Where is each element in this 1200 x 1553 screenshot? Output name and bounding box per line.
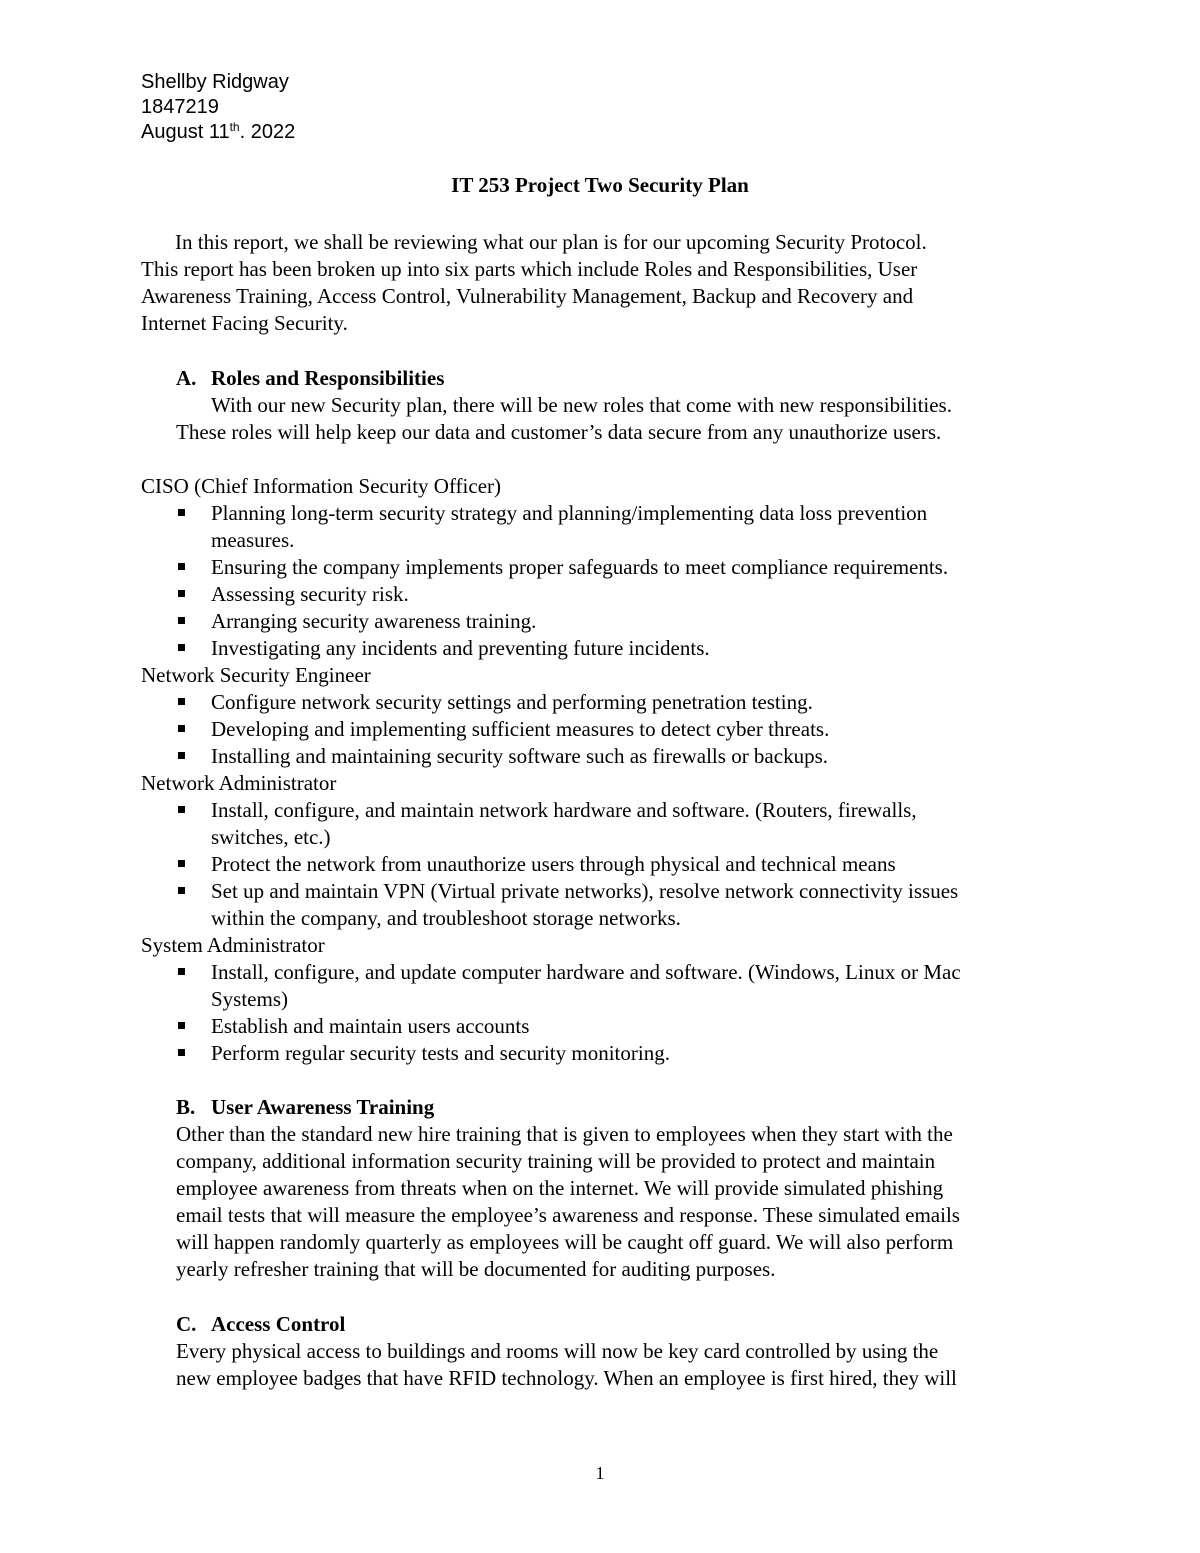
list-item	[176, 1040, 1056, 1067]
role-list-network-security-engineer	[176, 689, 1056, 770]
section-a-line: With our new Security plan, there will be new roles that come with new responsibilities.	[211, 393, 952, 417]
section-a-paragraph	[176, 392, 1066, 446]
list-item-text: switches, etc.)	[211, 825, 331, 849]
list-item-text: Investigating any incidents and preventing future incidents.	[211, 636, 710, 660]
list-item-text: Developing and implementing sufficient measures to detect cyber threats.	[211, 717, 830, 741]
intro-line: This report has been broken up into six parts which include Roles and Responsibilities, User	[141, 257, 918, 281]
list-item-text: Configure network security settings and performing penetration testing.	[211, 690, 813, 714]
bullet-icon	[178, 806, 185, 813]
date-suffix: . 2022	[239, 121, 296, 143]
bullet-icon	[178, 509, 185, 516]
bullet-icon	[178, 563, 185, 570]
section-c-letter: C.	[176, 1312, 197, 1336]
section-c-line: Every physical access to buildings and rooms will now be key card controlled by using the	[176, 1339, 939, 1363]
author-name: Shellby Ridgway	[141, 71, 289, 93]
bullet-icon	[178, 590, 185, 597]
intro-paragraph	[141, 229, 1061, 337]
list-item-text: Establish and maintain users accounts	[211, 1014, 530, 1038]
bullet-icon	[178, 1049, 185, 1056]
list-item	[176, 878, 1056, 932]
intro-line: In this report, we shall be reviewing what our plan is for our upcoming Security Protocol.	[175, 230, 927, 254]
list-item-text: Install, configure, and maintain network hardware and software. (Routers, firewalls,	[211, 798, 917, 822]
role-list-ciso	[176, 500, 1056, 662]
list-item	[176, 851, 1056, 878]
bullet-icon	[178, 644, 185, 651]
intro-line: Internet Facing Security.	[141, 311, 348, 335]
section-b-line: yearly refresher training that will be documented for auditing purposes.	[176, 1257, 776, 1281]
section-a-letter: A.	[176, 366, 197, 390]
bullet-icon	[178, 752, 185, 759]
section-a-title: Roles and Responsibilities	[211, 366, 445, 390]
date-superscript: th	[229, 120, 240, 134]
list-item	[176, 797, 1056, 851]
list-item-text: measures.	[211, 528, 295, 552]
role-list-system-administrator	[176, 959, 1056, 1067]
bullet-icon	[178, 887, 185, 894]
list-item-text: Protect the network from unauthorize users through physical and technical means	[211, 852, 896, 876]
date-prefix: August 11	[141, 121, 230, 143]
bullet-icon	[178, 1022, 185, 1029]
document-date	[141, 120, 295, 145]
list-item-text: Install, configure, and update computer hardware and software. (Windows, Linux or Mac	[211, 960, 961, 984]
role-title-network-security-engineer: Network Security Engineer	[141, 663, 371, 687]
section-b-line: Other than the standard new hire training that is given to employees when they start with the	[176, 1122, 953, 1146]
role-list-network-administrator	[176, 797, 1056, 932]
bullet-icon	[178, 617, 185, 624]
document-header	[141, 70, 295, 145]
list-item	[176, 608, 1056, 635]
bullet-icon	[178, 968, 185, 975]
list-item	[176, 581, 1056, 608]
bullet-icon	[178, 698, 185, 705]
role-title-system-administrator: System Administrator	[141, 933, 325, 957]
bullet-icon	[178, 860, 185, 867]
section-a-heading	[176, 365, 444, 392]
section-c-paragraph	[176, 1338, 1066, 1392]
section-b-letter: B.	[176, 1095, 196, 1119]
student-id: 1847219	[141, 96, 219, 118]
list-item-text: Assessing security risk.	[211, 582, 409, 606]
page-number: 1	[595, 1463, 605, 1483]
list-item	[176, 716, 1056, 743]
section-b-heading	[176, 1094, 434, 1121]
list-item	[176, 554, 1056, 581]
list-item	[176, 500, 1056, 554]
intro-line: Awareness Training, Access Control, Vulnerability Management, Backup and Recovery and	[141, 284, 914, 308]
section-b-title: User Awareness Training	[211, 1095, 435, 1119]
list-item	[176, 959, 1056, 1013]
list-item-text: within the company, and troubleshoot storage networks.	[211, 906, 681, 930]
section-c-heading	[176, 1311, 345, 1338]
role-title-ciso: CISO (Chief Information Security Officer)	[141, 474, 502, 498]
section-b-line: employee awareness from threats when on the internet. We will provide simulated phishing	[176, 1176, 944, 1200]
list-item-text: Perform regular security tests and security monitoring.	[211, 1041, 670, 1065]
document-title: IT 253 Project Two Security Plan	[451, 173, 749, 197]
list-item	[176, 635, 1056, 662]
list-item-text: Ensuring the company implements proper safeguards to meet compliance requirements.	[211, 555, 949, 579]
section-b-line: will happen randomly quarterly as employees will be caught off guard. We will also perform	[176, 1230, 954, 1254]
list-item-text: Arranging security awareness training.	[211, 609, 537, 633]
list-item	[176, 743, 1056, 770]
section-c-title: Access Control	[211, 1312, 346, 1336]
section-b-line: email tests that will measure the employee’s awareness and response. These simulated emails	[176, 1203, 960, 1227]
section-c-line: new employee badges that have RFID technology. When an employee is first hired, they will	[176, 1366, 957, 1390]
bullet-icon	[178, 725, 185, 732]
list-item-text: Planning long-term security strategy and planning/implementing data loss prevention	[211, 501, 928, 525]
role-title-network-administrator: Network Administrator	[141, 771, 337, 795]
section-b-line: company, additional information security training will be provided to protect and maintain	[176, 1149, 936, 1173]
list-item-text: Installing and maintaining security software such as firewalls or backups.	[211, 744, 828, 768]
list-item	[176, 689, 1056, 716]
list-item-text: Set up and maintain VPN (Virtual private networks), resolve network connectivity issues	[211, 879, 959, 903]
section-a-line: These roles will help keep our data and customer’s data secure from any unauthorize users.	[176, 420, 942, 444]
list-item	[176, 1013, 1056, 1040]
section-b-paragraph	[176, 1121, 1066, 1283]
list-item-text: Systems)	[211, 987, 289, 1011]
